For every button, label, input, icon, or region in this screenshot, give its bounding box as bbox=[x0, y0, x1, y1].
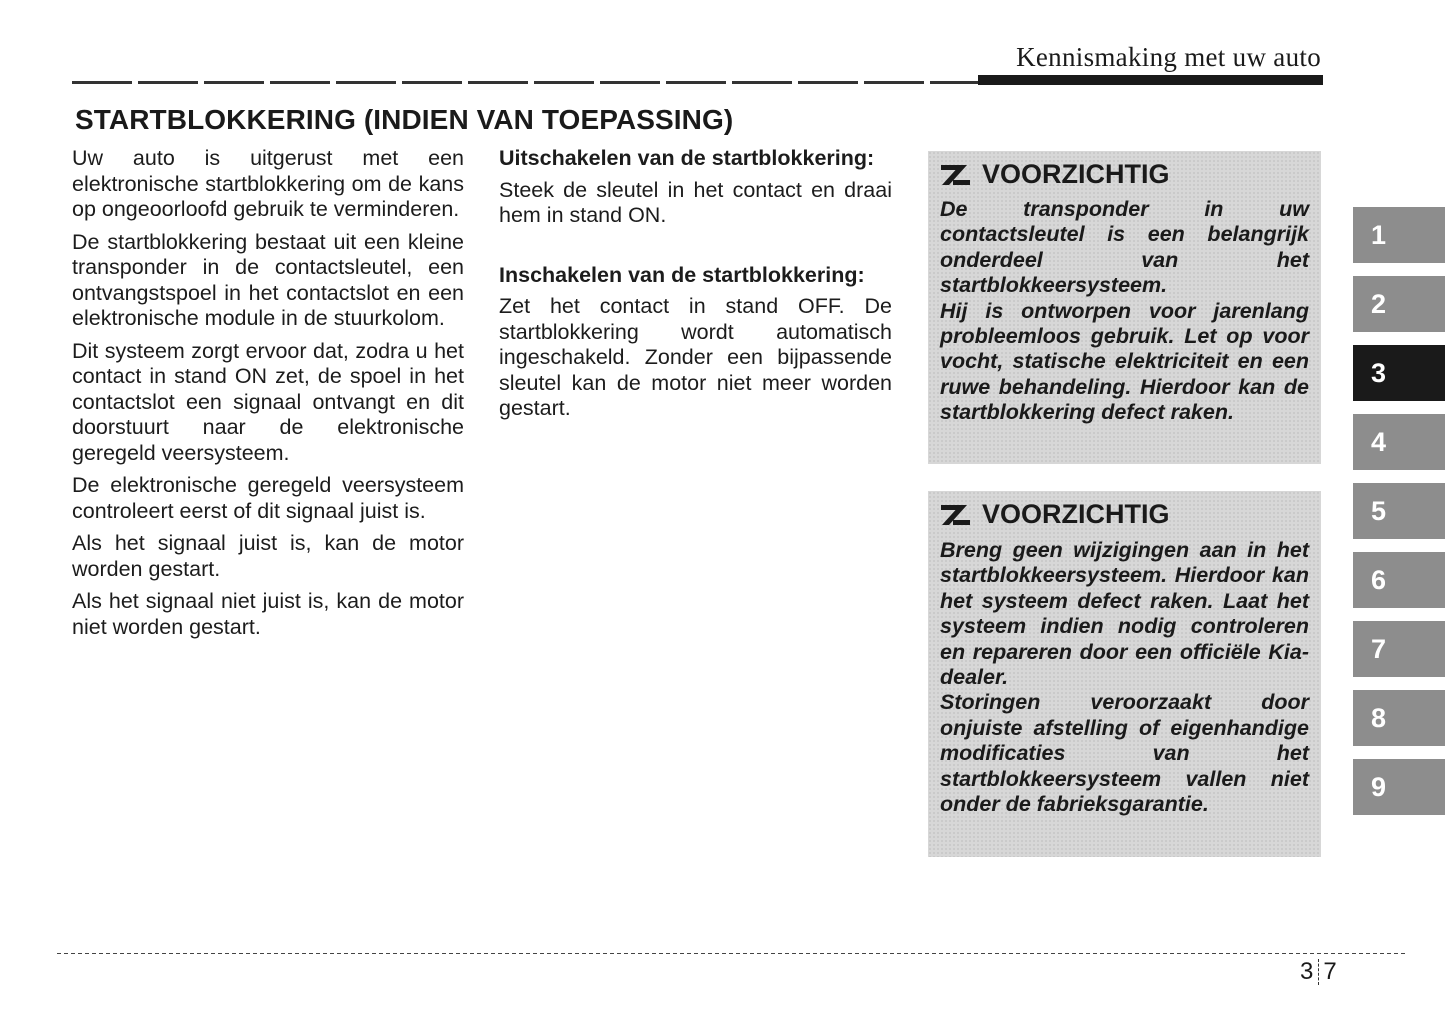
intro-column bbox=[72, 146, 464, 647]
chapter-tab-5[interactable]: 5 bbox=[1353, 483, 1445, 539]
header-rule bbox=[72, 81, 982, 84]
intro-paragraph: De elektronische geregeld veersysteem controleert eerst of dit signaal juist is. bbox=[72, 473, 464, 523]
disable-heading: Uitschakelen van de startblokkering: bbox=[499, 146, 875, 170]
intro-paragraph: Dit systeem zorgt ervoor dat, zodra u het contact in stand ON zet, de spoel in het contactslot een signaal ontvangt en dit doorstuurt naar de elektronische geregeld veersysteem. bbox=[72, 338, 464, 465]
caution-heading bbox=[940, 499, 1170, 530]
caution-text bbox=[940, 197, 1309, 426]
caution-icon bbox=[940, 163, 972, 187]
chapter-tab-8[interactable]: 8 bbox=[1353, 690, 1445, 746]
caution-title: VOORZICHTIG bbox=[982, 499, 1170, 529]
page-number bbox=[1300, 958, 1337, 986]
page-separator bbox=[1318, 959, 1319, 985]
chapter-tab-1[interactable]: 1 bbox=[1353, 207, 1445, 263]
footer-rule bbox=[57, 953, 1407, 954]
header-title: Kennismaking met uw auto bbox=[1016, 42, 1321, 72]
caution-box bbox=[928, 151, 1321, 464]
chapter-tab-2[interactable]: 2 bbox=[1353, 276, 1445, 332]
chapter-tab-3[interactable]: 3 bbox=[1353, 345, 1445, 401]
chapter-tab-7[interactable]: 7 bbox=[1353, 621, 1445, 677]
intro-paragraph: Uw auto is uitgerust met een elektronische startblokkering om de kans op ongeoorloofd gebruik te verminderen. bbox=[72, 146, 464, 221]
chapter-tab-9[interactable]: 9 bbox=[1353, 759, 1445, 815]
caution-paragraph: Hij is ontworpen voor jarenlang probleemloos gebruik. Let op voor vocht, statische elektriciteit en een ruwe behandeling. Hierdoor kan de startblokkering defect raken. bbox=[940, 298, 1309, 425]
page-index: 7 bbox=[1323, 958, 1337, 985]
enable-heading: Inschakelen van de startblokkering: bbox=[499, 262, 865, 287]
caution-text bbox=[940, 538, 1309, 817]
intro-paragraph: De startblokkering bestaat uit een kleine transponder in de contactsleutel, een ontvangstspoel in het contactslot en een elektronische module in de stuurkolom. bbox=[72, 229, 464, 330]
section-title: STARTBLOKKERING (INDIEN VAN TOEPASSING) bbox=[75, 104, 734, 135]
caution-paragraph: Breng geen wijzigingen aan in het startblokkeersysteem. Hierdoor kan het systeem defect raken. Laat het systeem indien nodig controleren en repareren door een officiële Kia-dealer. bbox=[940, 538, 1309, 690]
instructions-column bbox=[499, 146, 892, 429]
header-rule-accent bbox=[978, 75, 1323, 85]
caution-icon bbox=[940, 503, 972, 527]
caution-heading bbox=[940, 159, 1170, 190]
chapter-tab-4[interactable]: 4 bbox=[1353, 414, 1445, 470]
intro-paragraph: Als het signaal juist is, kan de motor worden gestart. bbox=[72, 531, 464, 581]
caution-paragraph: Storingen veroorzaakt door onjuiste afstelling of eigenhandige modificaties van het startblokkeersysteem vallen niet onder de fabrieksgarantie. bbox=[940, 690, 1309, 817]
caution-box bbox=[928, 491, 1321, 857]
caution-title: VOORZICHTIG bbox=[982, 159, 1170, 189]
disable-text: Steek de sleutel in het contact en draai hem in stand ON. bbox=[499, 177, 892, 227]
chapter-tab-6[interactable]: 6 bbox=[1353, 552, 1445, 608]
intro-paragraph: Als het signaal niet juist is, kan de motor niet worden gestart. bbox=[72, 589, 464, 639]
caution-paragraph: De transponder in uw contactsleutel is een belangrijk onderdeel van het bbox=[940, 197, 1309, 272]
caution-paragraph: startblokkeersysteem. bbox=[940, 273, 1168, 298]
page-chapter: 3 bbox=[1300, 958, 1314, 985]
enable-text: Zet het contact in stand OFF. De startblokkering wordt automatisch ingeschakeld. Zonder een bijpassende sleutel kan de motor niet meer worden gestart. bbox=[499, 294, 892, 420]
